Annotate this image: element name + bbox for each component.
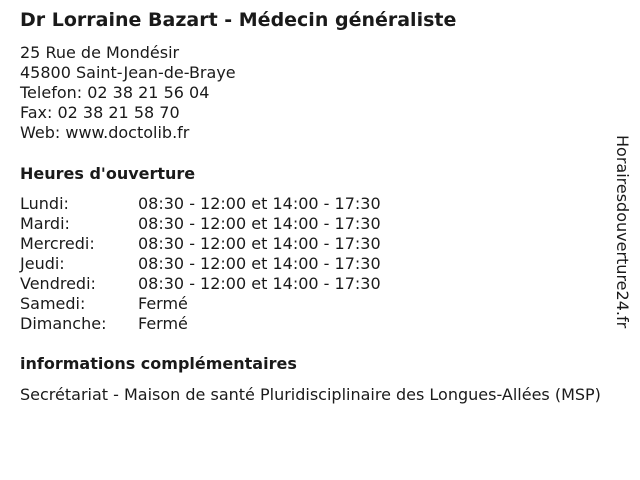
hours-day: Mardi:	[20, 214, 70, 233]
hours-table	[20, 194, 381, 334]
hours-time: 08:30 - 12:00 et 14:00 - 17:30	[138, 194, 381, 213]
hours-time: Fermé	[138, 314, 188, 333]
address-street: 25 Rue de Mondésir	[20, 43, 180, 62]
hours-row-tuesday	[20, 214, 381, 234]
hours-row-wednesday	[20, 234, 381, 254]
contact-block	[20, 43, 236, 143]
hours-day: Jeudi:	[20, 254, 65, 273]
hours-time: 08:30 - 12:00 et 14:00 - 17:30	[138, 274, 381, 293]
address-city: 45800 Saint-Jean-de-Braye	[20, 63, 236, 82]
hours-row-saturday	[20, 294, 381, 314]
hours-row-monday	[20, 194, 381, 214]
page-title: Dr Lorraine Bazart - Médecin généraliste	[20, 9, 457, 31]
phone-number: Telefon: 02 38 21 56 04	[20, 83, 210, 102]
hours-day: Lundi:	[20, 194, 69, 213]
info-text: Secrétariat - Maison de santé Pluridisciplinaire des Longues-Allées (MSP)	[20, 385, 601, 404]
hours-day: Mercredi:	[20, 234, 95, 253]
info-heading: informations complémentaires	[20, 354, 297, 373]
hours-day: Vendredi:	[20, 274, 96, 293]
hours-row-friday	[20, 274, 381, 294]
hours-row-sunday	[20, 314, 381, 334]
side-brand-watermark: Horairesdouverture24.fr	[613, 135, 632, 329]
hours-day: Samedi:	[20, 294, 86, 313]
hours-time: 08:30 - 12:00 et 14:00 - 17:30	[138, 254, 381, 273]
website: Web: www.doctolib.fr	[20, 123, 190, 142]
hours-heading: Heures d'ouverture	[20, 164, 196, 183]
fax-number: Fax: 02 38 21 58 70	[20, 103, 180, 122]
hours-day: Dimanche:	[20, 314, 107, 333]
hours-row-thursday	[20, 254, 381, 274]
hours-time: Fermé	[138, 294, 188, 313]
hours-time: 08:30 - 12:00 et 14:00 - 17:30	[138, 214, 381, 233]
hours-time: 08:30 - 12:00 et 14:00 - 17:30	[138, 234, 381, 253]
